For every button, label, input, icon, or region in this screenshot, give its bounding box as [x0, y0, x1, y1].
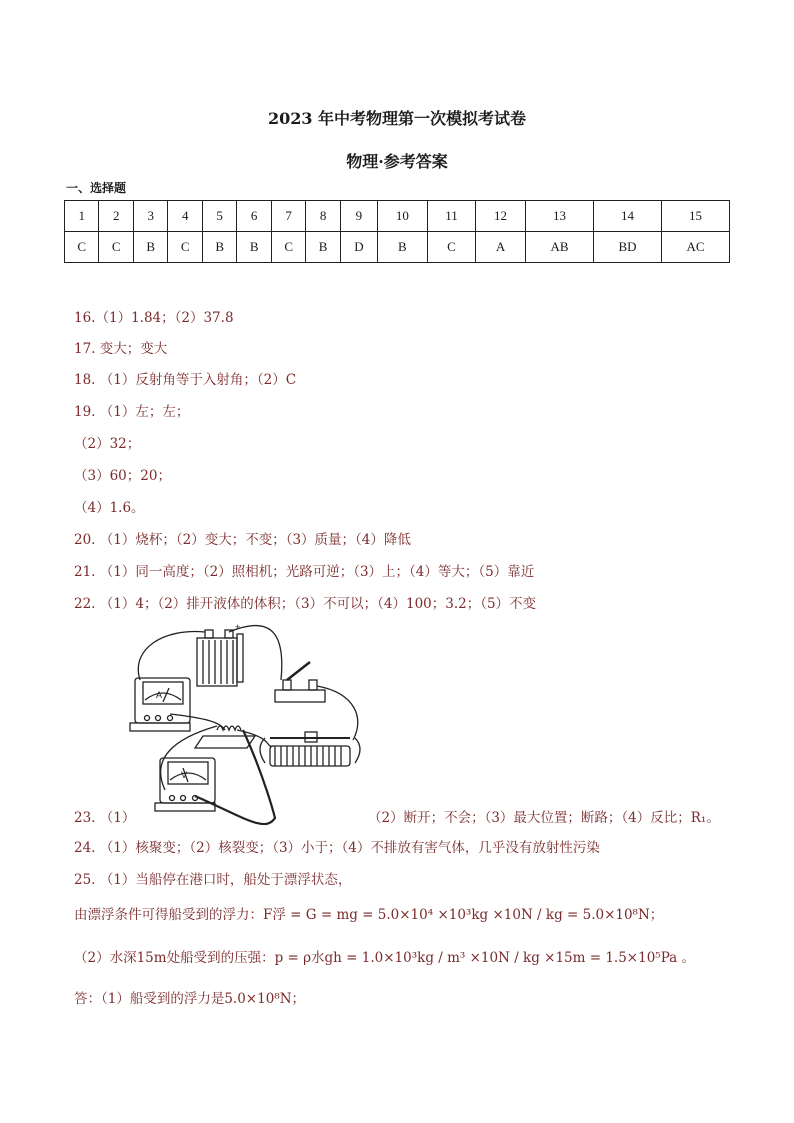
table-row-numbers	[65, 201, 730, 232]
answer-16: 16.（1）1.84；（2）37.8	[74, 310, 234, 326]
answer-20: 20. （1）烧杯；（2）变大；不变；（3）质量；（4）降低	[74, 532, 411, 548]
table-cell-number: 3	[133, 201, 167, 232]
table-cell-answer: B	[133, 232, 167, 263]
table-cell-answer: C	[271, 232, 305, 263]
answer-21: 21. （1）同一高度；（2）照相机；光路可逆；（3）上；（4）等大；（5）靠近	[74, 564, 535, 580]
choice-answer-table	[64, 200, 730, 263]
table-cell-number: 6	[237, 201, 271, 232]
table-cell-answer: C	[99, 232, 133, 263]
table-cell-answer: D	[340, 232, 377, 263]
answer-17: 17. 变大；变大	[74, 341, 168, 357]
table-cell-answer: A	[476, 232, 526, 263]
answer-25-line3: （2）水深15m处船受到的压强：p = ρ水gh = 1.0×10³kg / m³ ×10N / kg ×15m = 1.5×10⁵Pa 。	[74, 950, 696, 966]
table-cell-number: 12	[476, 201, 526, 232]
answer-18: 18. （1）反射角等于入射角；（2）C	[74, 372, 297, 388]
table-cell-number: 8	[306, 201, 340, 232]
table-cell-answer: C	[168, 232, 202, 263]
table-cell-answer: B	[377, 232, 427, 263]
answer-19-part3: （3）60；20；	[74, 468, 171, 484]
answer-25-line2: 由漂浮条件可得船受到的浮力：F浮 = G = mg = 5.0×10⁴ ×10³kg ×10N / kg = 5.0×10⁸N；	[74, 907, 664, 923]
table-cell-number: 1	[65, 201, 99, 232]
battery-plus-label: +	[235, 622, 241, 632]
table-cell-answer: BD	[593, 232, 661, 263]
voltmeter-icon	[155, 758, 215, 811]
table-row-answers	[65, 232, 730, 263]
answer-22: 22. （1）4；（2）排开液体的体积；（3）不可以；（4）100；3.2；（5）不变	[74, 596, 537, 612]
table-cell-number: 4	[168, 201, 202, 232]
table-cell-number: 14	[593, 201, 661, 232]
table-cell-answer: B	[306, 232, 340, 263]
table-cell-number: 7	[271, 201, 305, 232]
rheostat-icon	[260, 732, 360, 766]
table-cell-answer: C	[65, 232, 99, 263]
answer-23: （2）断开；不会；（3）最大位置；断路；（4）反比；R₁。	[368, 810, 720, 826]
section-heading: 一、选择题	[66, 181, 127, 195]
answer-19: 19. （1）左；左；	[74, 404, 190, 420]
table-cell-number: 9	[340, 201, 377, 232]
answer-25-line4: 答：（1）船受到的浮力是5.0×10⁸N；	[74, 991, 306, 1007]
answer-19-part4: （4）1.6。	[74, 500, 145, 516]
table-cell-answer: B	[237, 232, 271, 263]
table-cell-answer: AB	[526, 232, 594, 263]
table-cell-number: 11	[427, 201, 475, 232]
switch-icon	[275, 662, 325, 702]
page-subtitle: 物理·参考答案	[346, 152, 448, 171]
ammeter-icon	[130, 678, 190, 731]
answer-24: 24. （1）核聚变；（2）核裂变；（3）小于；（4）不排放有害气体，几乎没有放射性污染	[74, 840, 600, 856]
table-cell-number: 10	[377, 201, 427, 232]
table-cell-number: 15	[661, 201, 729, 232]
table-cell-answer: C	[427, 232, 475, 263]
page-title: 2023 年中考物理第一次模拟考试卷	[267, 109, 527, 128]
table-cell-number: 13	[526, 201, 594, 232]
table-cell-answer: B	[202, 232, 236, 263]
table-cell-number: 5	[202, 201, 236, 232]
answer-23-part1: 23. （1）	[74, 810, 136, 826]
voltmeter-label: V	[181, 770, 188, 780]
answer-19-part2: （2）32；	[74, 436, 141, 452]
answer-25: 25. （1）当船停在港口时，船处于漂浮状态，	[74, 872, 352, 888]
table-cell-number: 2	[99, 201, 133, 232]
ammeter-label: A	[156, 690, 163, 700]
circuit-diagram	[125, 618, 365, 838]
battery-icon	[197, 630, 243, 686]
table-cell-answer: AC	[661, 232, 729, 263]
